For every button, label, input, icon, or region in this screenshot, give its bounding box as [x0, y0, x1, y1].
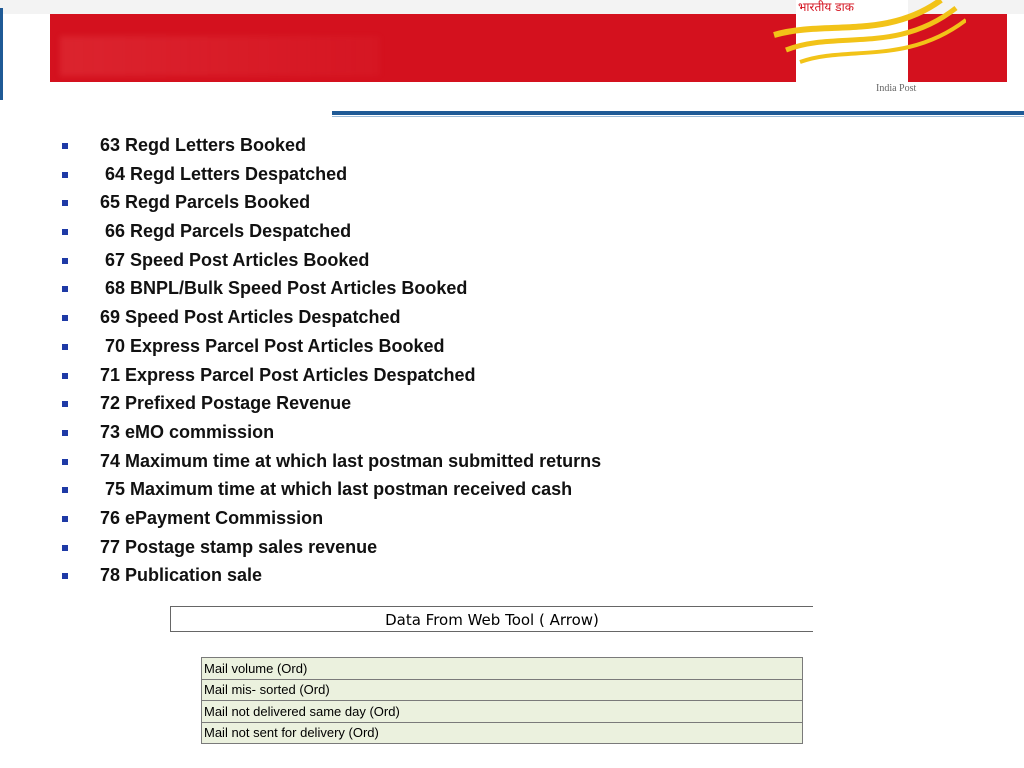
list-item	[62, 161, 762, 190]
list-item-text: 72 Prefixed Postage Revenue	[100, 393, 352, 414]
logo-hindi-text: भारतीय डाक	[798, 0, 854, 14]
list-item-text: 69 Speed Post Articles Despatched	[100, 307, 401, 328]
bullet-square-icon	[62, 200, 68, 206]
web-tool-data-table	[201, 657, 803, 744]
list-item	[62, 189, 762, 218]
list-item	[62, 132, 762, 161]
list-item	[62, 505, 762, 534]
list-item-text: 78 Publication sale	[100, 565, 263, 586]
list-item	[62, 362, 762, 391]
bullet-square-icon	[62, 545, 68, 551]
list-item	[62, 275, 762, 304]
list-item	[62, 304, 762, 333]
bullet-square-icon	[62, 143, 68, 149]
list-item-text: 76 ePayment Commission	[100, 507, 324, 528]
bullet-square-icon	[62, 487, 68, 493]
list-item	[62, 534, 762, 563]
bullet-square-icon	[62, 172, 68, 178]
bullet-square-icon	[62, 258, 68, 264]
list-item-text: 75 Maximum time at which last postman received cash	[100, 479, 573, 500]
table-row	[202, 701, 803, 723]
table-row	[202, 679, 803, 701]
bullet-square-icon	[62, 286, 68, 292]
list-item-text: 77 Postage stamp sales revenue	[100, 536, 378, 557]
india-post-logo	[796, 0, 908, 82]
web-tool-header-table	[170, 606, 813, 632]
list-item-text: 70 Express Parcel Post Articles Booked	[100, 335, 445, 356]
table-row	[202, 722, 803, 744]
list-item	[62, 419, 762, 448]
list-item-text: 67 Speed Post Articles Booked	[100, 249, 370, 270]
table-cell: Mail not delivered same day (Ord)	[202, 701, 803, 723]
table-row	[202, 658, 803, 680]
bullet-square-icon	[62, 373, 68, 379]
list-item-text: 71 Express Parcel Post Articles Despatched	[100, 364, 476, 385]
list-item	[62, 476, 762, 505]
list-item	[62, 333, 762, 362]
bullet-square-icon	[62, 401, 68, 407]
list-item-text: 66 Regd Parcels Despatched	[100, 221, 352, 242]
table-cell: Mail not sent for delivery (Ord)	[202, 722, 803, 744]
list-item-text: 64 Regd Letters Despatched	[100, 163, 348, 184]
left-edge-accent	[0, 8, 3, 100]
logo-english-text: India Post	[876, 83, 917, 94]
list-item-text: 68 BNPL/Bulk Speed Post Articles Booked	[100, 278, 468, 299]
india-post-logo-icon	[766, 0, 966, 82]
bullet-square-icon	[62, 516, 68, 522]
bullet-square-icon	[62, 315, 68, 321]
list-item	[62, 390, 762, 419]
banner-faded-text	[60, 36, 380, 76]
list-item	[62, 562, 762, 591]
bullet-square-icon	[62, 344, 68, 350]
list-item	[62, 448, 762, 477]
table-cell: Mail volume (Ord)	[202, 658, 803, 680]
list-item	[62, 218, 762, 247]
bullet-square-icon	[62, 430, 68, 436]
metrics-bullet-list	[62, 132, 762, 591]
bullet-square-icon	[62, 459, 68, 465]
list-item-text: 63 Regd Letters Booked	[100, 135, 307, 155]
bullet-square-icon	[62, 573, 68, 579]
list-item-text: 73 eMO commission	[100, 421, 275, 442]
list-item	[62, 247, 762, 276]
table-cell: Mail mis- sorted (Ord)	[202, 679, 803, 701]
header-blue-rule-thin	[332, 116, 1024, 117]
list-item-text: 65 Regd Parcels Booked	[100, 192, 311, 213]
web-tool-title: Data From Web Tool ( Arrow)	[385, 611, 599, 629]
list-item-text: 74 Maximum time at which last postman submitted returns	[100, 450, 602, 471]
header-blue-rule	[332, 111, 1024, 115]
bullet-square-icon	[62, 229, 68, 235]
